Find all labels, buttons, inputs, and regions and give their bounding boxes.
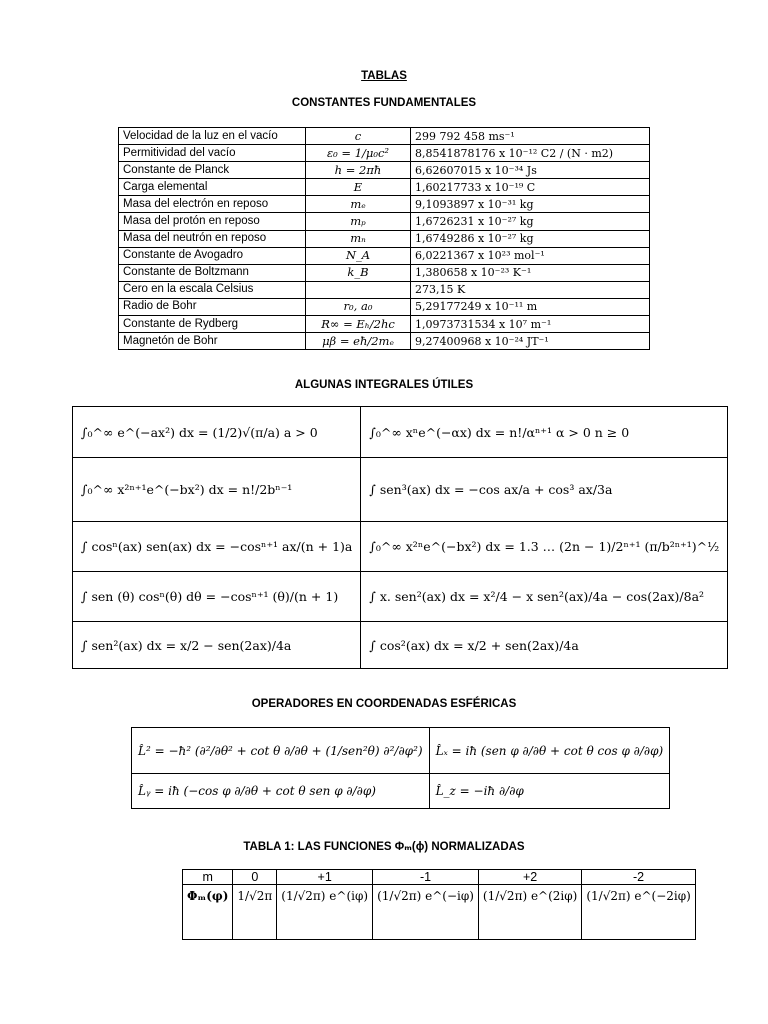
integral-formula: ∫ sen (θ) cosⁿ(θ) dθ = −cosⁿ⁺¹ (θ)/(n + 1)	[81, 589, 339, 604]
constant-row	[119, 196, 650, 213]
constant-symbol: R∞ = Eₕ/2hc	[306, 316, 411, 333]
integral-cell	[73, 522, 361, 572]
integral-cell	[73, 622, 361, 669]
constant-row	[119, 128, 650, 145]
page-title: TABLAS	[361, 70, 407, 82]
constant-row	[119, 162, 650, 179]
integral-cell	[73, 572, 361, 622]
operator-cell	[429, 774, 670, 809]
constant-symbol: mₙ	[306, 230, 411, 247]
constant-name: Cero en la escala Celsius	[119, 281, 306, 298]
constant-value: 9,27400968 x 10⁻²⁴ JT⁻¹	[411, 333, 650, 350]
constant-value: 6,0221367 x 10²³ mol⁻¹	[411, 247, 650, 264]
constant-value: 1,0973731534 x 10⁷ m⁻¹	[411, 316, 650, 333]
integral-formula: ∫₀^∞ x²ⁿe^(−bx²) dx = 1.3 … (2n − 1)/2ⁿ⁺¹ (π/b²ⁿ⁺¹)^½	[369, 539, 720, 554]
constant-name: Constante de Boltzmann	[119, 264, 306, 281]
constant-name: Constante de Planck	[119, 162, 306, 179]
constant-value: 1,6749286 x 10⁻²⁷ kg	[411, 230, 650, 247]
operator-formula: L̂² = −ħ² (∂²/∂θ² + cot θ ∂/∂θ + (1/sen²θ) ∂²/∂φ²)	[138, 743, 423, 758]
constant-value: 6,62607015 x 10⁻³⁴ Js	[411, 162, 650, 179]
phi-header-cell: m	[183, 870, 233, 885]
constant-value: 1,380658 x 10⁻²³ K⁻¹	[411, 264, 650, 281]
constant-name: Velocidad de la luz en el vacío	[119, 128, 306, 145]
integral-cell	[361, 522, 728, 572]
integral-cell	[361, 622, 728, 669]
constant-row	[119, 281, 650, 298]
constant-name: Constante de Rydberg	[119, 316, 306, 333]
phi-value-cell: 1/√2π	[233, 885, 277, 940]
constant-row	[119, 247, 650, 264]
constant-value: 5,29177249 x 10⁻¹¹ m	[411, 298, 650, 315]
integral-formula: ∫₀^∞ x²ⁿ⁺¹e^(−bx²) dx = n!/2bⁿ⁻¹	[81, 482, 293, 497]
operators-table	[131, 727, 670, 809]
constant-value: 9,1093897 x 10⁻³¹ kg	[411, 196, 650, 213]
integral-formula: ∫ sen²(ax) dx = x/2 − sen(2ax)/4a	[81, 637, 292, 653]
constant-name: Magnetón de Bohr	[119, 333, 306, 350]
constant-symbol: k_B	[306, 264, 411, 281]
operator-formula: L̂ᵧ = iħ (−cos φ ∂/∂θ + cot θ sen φ ∂/∂φ)	[138, 784, 376, 798]
constant-row	[119, 333, 650, 350]
constant-name: Masa del electrón en reposo	[119, 196, 306, 213]
constant-name: Permitividad del vacío	[119, 145, 306, 162]
constants-table	[118, 127, 650, 350]
constant-row	[119, 264, 650, 281]
integral-cell	[361, 572, 728, 622]
integral-formula: ∫ sen³(ax) dx = −cos ax/a + cos³ ax/3a	[369, 482, 613, 497]
operator-formula: L̂ₓ = iħ (sen φ ∂/∂θ + cot θ cos φ ∂/∂φ)	[435, 743, 664, 758]
constant-row	[119, 145, 650, 162]
integral-cell	[73, 407, 361, 458]
constant-row	[119, 179, 650, 196]
constant-value: 1,60217733 x 10⁻¹⁹ C	[411, 179, 650, 196]
phi-value-cell: (1/√2π) e^(−2iφ)	[582, 885, 695, 940]
constant-row	[119, 298, 650, 315]
integral-formula: ∫₀^∞ e^(−ax²) dx = (1/2)√(π/a) a > 0	[81, 424, 318, 440]
constant-symbol: r₀, a₀	[306, 298, 411, 315]
operator-cell	[132, 728, 430, 774]
constant-row	[119, 230, 650, 247]
phi-header-cell: 0	[233, 870, 277, 885]
constant-value: 8,8541878176 x 10⁻¹² C2 / (N · m2)	[411, 145, 650, 162]
phi-header-cell: -1	[373, 870, 479, 885]
phi-header-cell: -2	[582, 870, 695, 885]
constant-name: Radio de Bohr	[119, 298, 306, 315]
integral-cell	[73, 458, 361, 522]
section-title-constants: CONSTANTES FUNDAMENTALES	[291, 97, 477, 109]
section-title-integrals: ALGUNAS INTEGRALES ÚTILES	[294, 379, 474, 391]
phi-row-label: Φₘ(φ)	[183, 885, 233, 940]
constant-row	[119, 316, 650, 333]
integral-formula: ∫ cosⁿ(ax) sen(ax) dx = −cosⁿ⁺¹ ax/(n + 1)a	[81, 539, 353, 554]
integral-cell	[361, 407, 728, 458]
constant-value: 1,6726231 x 10⁻²⁷ kg	[411, 213, 650, 230]
constant-symbol	[306, 281, 411, 298]
constant-name: Carga elemental	[119, 179, 306, 196]
phi-functions-table	[182, 869, 696, 940]
constant-symbol: N_A	[306, 247, 411, 264]
phi-value-cell: (1/√2π) e^(−iφ)	[373, 885, 479, 940]
constant-name: Constante de Avogadro	[119, 247, 306, 264]
integral-formula: ∫₀^∞ xⁿe^(−αx) dx = n!/αⁿ⁺¹ α > 0 n ≥ 0	[369, 424, 630, 440]
constant-symbol: h = 2πħ	[306, 162, 411, 179]
integral-cell	[361, 458, 728, 522]
constant-symbol: mₚ	[306, 213, 411, 230]
operator-formula: L̂_z = −iħ ∂/∂φ	[435, 784, 524, 798]
constant-row	[119, 213, 650, 230]
section-title-phi: TABLA 1: LAS FUNCIONES Φₘ(ϕ) NORMALIZADAS	[243, 841, 525, 853]
constant-value: 273,15 K	[411, 281, 650, 298]
constant-symbol: E	[306, 179, 411, 196]
constant-symbol: mₑ	[306, 196, 411, 213]
constant-symbol: c	[306, 128, 411, 145]
integrals-table	[72, 406, 728, 669]
constant-value: 299 792 458 ms⁻¹	[411, 128, 650, 145]
phi-value-cell: (1/√2π) e^(2iφ)	[478, 885, 581, 940]
phi-header-cell: +1	[277, 870, 373, 885]
constant-symbol: μβ = eħ/2mₑ	[306, 333, 411, 350]
integral-formula: ∫ cos²(ax) dx = x/2 + sen(2ax)/4a	[369, 637, 579, 653]
constant-name: Masa del neutrón en reposo	[119, 230, 306, 247]
constant-symbol: ε₀ = 1/μ₀c²	[306, 145, 411, 162]
integral-formula: ∫ x. sen²(ax) dx = x²/4 − x sen²(ax)/4a − cos(2ax)/8a²	[369, 589, 705, 604]
phi-value-cell: (1/√2π) e^(iφ)	[277, 885, 373, 940]
operator-cell	[132, 774, 430, 809]
constant-name: Masa del protón en reposo	[119, 213, 306, 230]
operator-cell	[429, 728, 670, 774]
phi-header-cell: +2	[478, 870, 581, 885]
section-title-operators: OPERADORES EN COORDENADAS ESFÉRICAS	[251, 698, 517, 710]
